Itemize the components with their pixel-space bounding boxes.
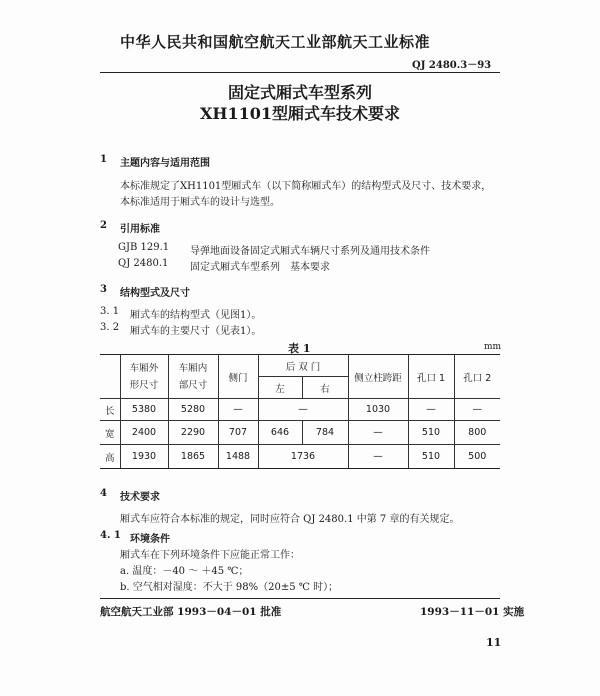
cell-outer: 1930 — [120, 445, 168, 469]
cell-hole1: — — [408, 399, 454, 421]
header-right: 右 — [302, 377, 348, 399]
header-side-door: 侧门 — [218, 355, 258, 399]
cell-inner: 1865 — [168, 445, 218, 469]
header-corner-cell — [100, 355, 120, 399]
reference-2-code: QJ 2480.1 — [118, 258, 169, 269]
section-2-number: 2 — [100, 220, 107, 231]
table-unit: mm — [484, 342, 502, 352]
header-rule — [100, 72, 500, 73]
cell-outer: 5380 — [120, 399, 168, 421]
header-left: 左 — [258, 377, 302, 399]
table-row — [100, 445, 500, 469]
item-3-2-text: 厢式车的主要尺寸（见表1）。 — [130, 326, 262, 337]
table-row — [100, 399, 500, 421]
cell-right: 784 — [302, 421, 348, 445]
section-4-paragraph-2: 厢式车在下列环境条件下应能正常工作： — [120, 550, 300, 561]
cell-left: 646 — [258, 421, 302, 445]
header-inner-size: 车厢内 部尺寸 — [168, 355, 218, 399]
cell-rear: 1736 — [258, 445, 348, 469]
row-label: 长 — [100, 399, 120, 421]
section-1-number: 1 — [100, 154, 107, 165]
section-1-paragraph-2: 本标准适用于厢式车的设计与选型。 — [120, 197, 280, 208]
cell-hole2: 500 — [454, 445, 500, 469]
cell-hole1: 510 — [408, 445, 454, 469]
header-hole-1: 孔口 1 — [408, 355, 454, 399]
document-title-line2: XH1101型厢式车技术要求 — [199, 104, 401, 123]
document-title-line1: 固定式厢式车型系列 — [227, 83, 372, 102]
cell-hole2: — — [454, 399, 500, 421]
item-3-1-text: 厢式车的结构型式（见图1）。 — [130, 310, 262, 321]
header-hole-2: 孔口 2 — [454, 355, 500, 399]
row-label: 宽 — [100, 421, 120, 445]
item-3-2-number: 3. 2 — [100, 322, 120, 333]
cell-side: 707 — [218, 421, 258, 445]
approval-date: 航空航天工业部 1993－04－01 批准 — [100, 606, 282, 618]
cell-hole2: 800 — [454, 421, 500, 445]
standard-header-title: 中华人民共和国航空航天工业部航天工业标准 — [120, 33, 431, 51]
table-row — [100, 421, 500, 445]
section-3-number: 3 — [100, 284, 107, 295]
reference-1-code: GJB 129.1 — [118, 242, 170, 253]
cell-inner: 5280 — [168, 399, 218, 421]
item-4-1-number: 4. 1 — [100, 530, 121, 541]
section-4-number: 4 — [100, 488, 107, 499]
item-3-1-number: 3. 1 — [100, 306, 120, 317]
cell-side: 1488 — [218, 445, 258, 469]
table-caption: 表 1 — [288, 342, 311, 355]
cell-inner: 2290 — [168, 421, 218, 445]
standard-code: QJ 2480.3－93 — [412, 60, 492, 71]
item-4-1-heading: 环境条件 — [130, 534, 170, 545]
footer-rule — [100, 598, 500, 599]
section-2-heading: 引用标准 — [120, 224, 160, 235]
cell-side: — — [218, 399, 258, 421]
header-outer-size: 车厢外 形尺寸 — [120, 355, 168, 399]
cell-rod: 1030 — [348, 399, 408, 421]
cell-rear: — — [258, 399, 348, 421]
reference-1-text: 导弹地面设备固定式厢式车辆尺寸系列及通用技术条件 — [190, 246, 430, 257]
page-number: 11 — [486, 636, 502, 649]
section-4-heading: 技术要求 — [120, 492, 160, 503]
cell-rod: — — [348, 421, 408, 445]
section-1-paragraph-1: 本标准规定了XH1101型厢式车（以下简称厢式车）的结构型式及尺寸、技术要求， — [120, 181, 492, 192]
row-label: 高 — [100, 445, 120, 469]
dimensions-table — [100, 354, 500, 469]
implementation-date: 1993－11－01 实施 — [420, 606, 525, 618]
condition-a: a. 温度：－40 ～ ＋45 ℃； — [120, 566, 249, 577]
cell-rod: — — [348, 445, 408, 469]
header-column-span: 侧立柱跨距 — [348, 355, 408, 399]
cell-outer: 2400 — [120, 421, 168, 445]
section-1-heading: 主题内容与适用范围 — [120, 158, 210, 169]
reference-2-text: 固定式厢式车型系列 基本要求 — [190, 262, 330, 273]
section-3-heading: 结构型式及尺寸 — [120, 288, 190, 299]
section-4-paragraph-1: 厢式车应符合本标准的规定，同时应符合 QJ 2480.1 中第 7 章的有关规定。 — [120, 514, 460, 525]
cell-hole1: 510 — [408, 421, 454, 445]
header-rear-double-door: 后 双 门 — [258, 355, 348, 377]
condition-b: b. 空气相对湿度：不大于 98%（20±5 ℃ 时）； — [120, 582, 339, 593]
